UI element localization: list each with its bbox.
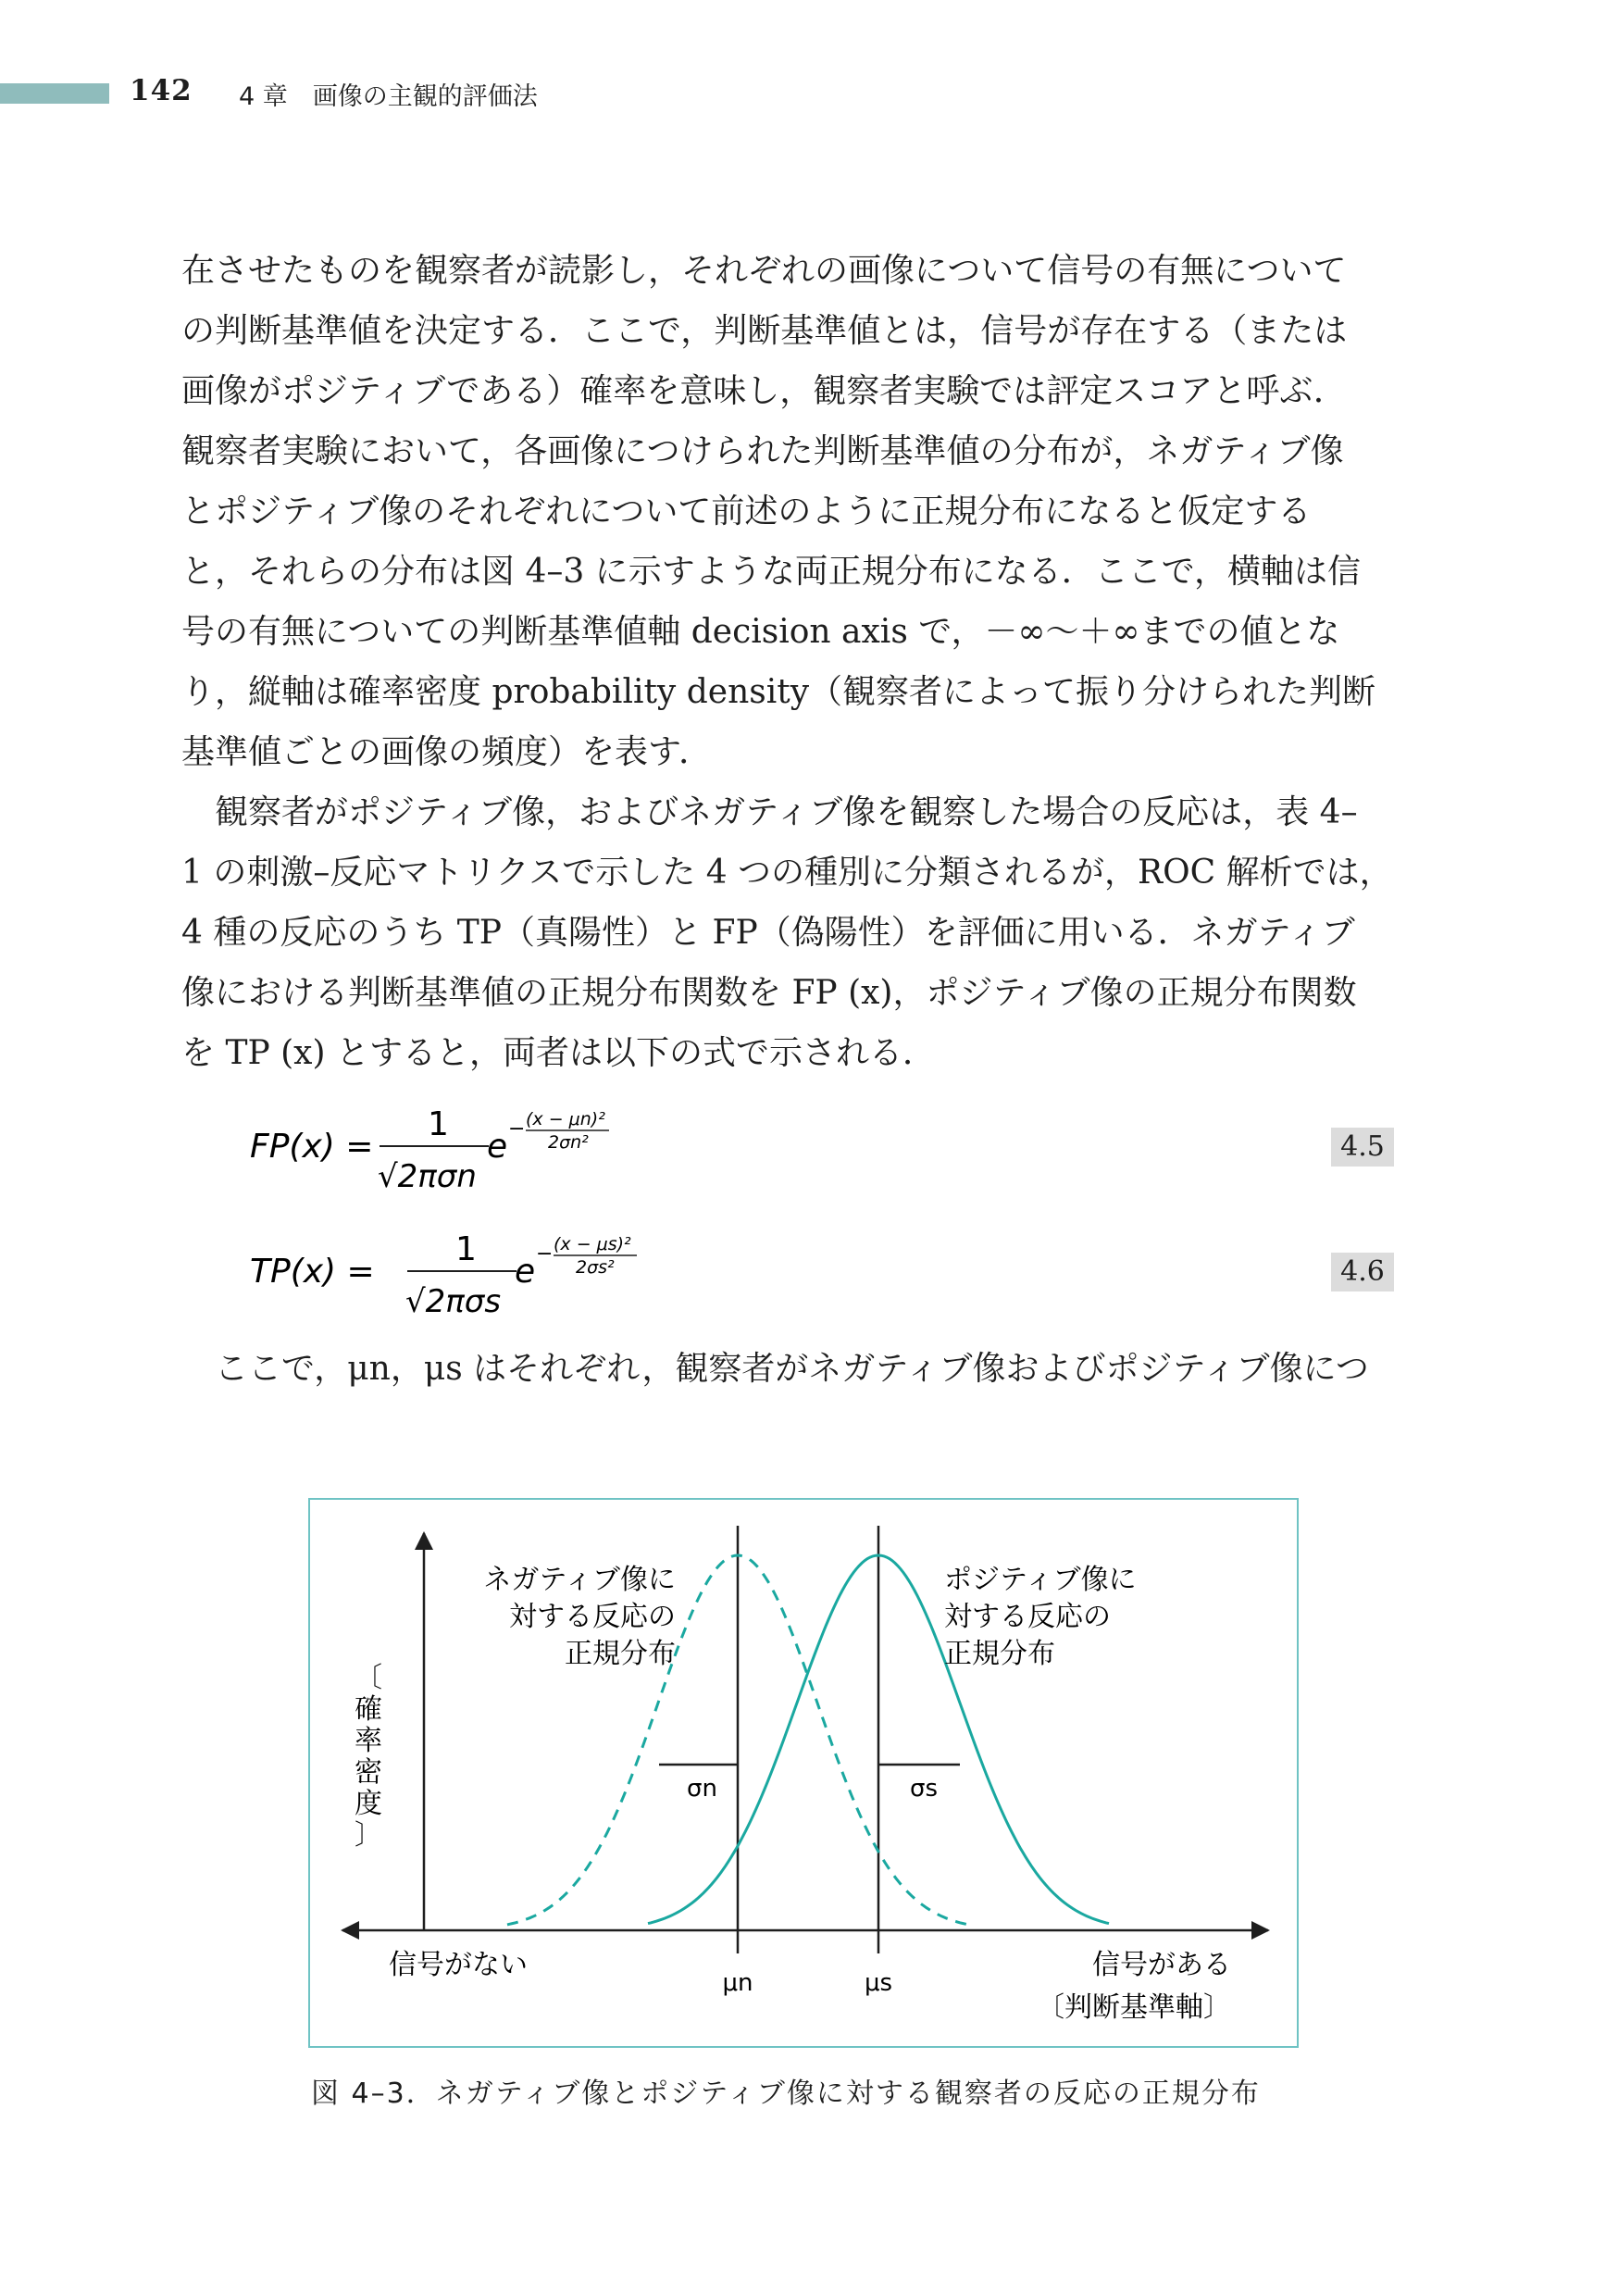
exponent-numerator: (x − μn)² — [526, 1109, 605, 1129]
equation-lhs: TP(x) = — [250, 1253, 375, 1291]
sigma-n-label: σn — [687, 1775, 717, 1803]
x-left-label: 信号がない — [389, 1949, 528, 1981]
equation-numerator: 1 — [455, 1230, 477, 1268]
negative-label-line: 正規分布 — [565, 1638, 676, 1670]
text-line: 像における判断基準値の正規分布関数を FP (x)，ポジティブ像の正規分布関数 — [181, 974, 1357, 1012]
equation-lhs: FP(x) = — [250, 1128, 374, 1166]
x-axis-title: 〔判断基準軸〕 — [1037, 1991, 1231, 2024]
y-axis-label-char: 確 — [355, 1693, 382, 1726]
y-axis-label-char: 密 — [355, 1756, 382, 1789]
exponent-minus: − — [536, 1242, 554, 1266]
text-line: ここで，μn，μs はそれぞれ，観察者がネガティブ像およびポジティブ像につ — [181, 1350, 1369, 1388]
positive-label-line: 対する反応の — [944, 1601, 1111, 1633]
text-line: 画像がポジティブである）確率を意味し，観察者実験では評定スコアと呼ぶ． — [181, 372, 1347, 410]
text-line: とポジティブ像のそれぞれについて前述のように正規分布になると仮定する — [181, 493, 1312, 530]
sigma-s-label: σs — [910, 1775, 939, 1803]
text-line: 基準値ごとの画像の頻度）を表す． — [181, 733, 713, 771]
text-line: 1 の刺激–反応マトリクスで示した 4 つの種別に分類されるが，ROC 解析では， — [181, 854, 1393, 892]
y-axis-label-char: 〕 — [355, 1819, 382, 1852]
equation-number: 4.6 — [1331, 1253, 1394, 1292]
text-line: 観察者実験において，各画像につけられた判断基準値の分布が，ネガティブ像 — [181, 432, 1344, 470]
text-line: り，縦軸は確率密度 probability density（観察者によって振り分けられた判断 — [181, 673, 1376, 711]
mu-n-label: μn — [722, 1969, 753, 1997]
y-axis-label-char: 〔 — [355, 1662, 382, 1694]
exponent-denominator: 2σn² — [548, 1132, 589, 1153]
negative-label-line: ネガティブ像に — [483, 1564, 676, 1596]
text-line: 号の有無についての判断基準値軸 decision axis で，－∞～＋∞までの値とな — [181, 613, 1340, 651]
equation-base: e — [515, 1253, 536, 1291]
y-axis-label-char: 度 — [355, 1788, 382, 1820]
text-line: 4 種の反応のうち TP（真陽性）と FP（偽陽性）を評価に用いる．ネガティブ — [181, 914, 1355, 952]
text-line: 観察者がポジティブ像，およびネガティブ像を観察した場合の反応は，表 4– — [181, 793, 1358, 831]
equation-denominator: √2πσn — [378, 1158, 477, 1195]
text-line: と，それらの分布は図 4–3 に示すような両正規分布になる．ここで，横軸は信 — [181, 553, 1361, 591]
exponent-minus: − — [508, 1117, 526, 1141]
exponent-numerator: (x − μs)² — [554, 1234, 631, 1254]
positive-label-line: ポジティブ像に — [944, 1564, 1137, 1596]
text-line: を TP (x) とすると，両者は以下の式で示される． — [181, 1034, 936, 1072]
negative-label-line: 対する反応の — [509, 1601, 676, 1633]
text-line: の判断基準値を決定する．ここで，判断基準値とは，信号が存在する（または — [181, 312, 1348, 350]
equation-number: 4.5 — [1331, 1128, 1394, 1167]
positive-label-line: 正規分布 — [944, 1638, 1055, 1670]
chapter-title: 4 章 画像の主観的評価法 — [239, 82, 538, 111]
mu-s-label: μs — [864, 1969, 893, 1997]
figure-caption: 図 4–3．ネガティブ像とポジティブ像に対する観察者の反応の正規分布 — [311, 2078, 1261, 2110]
exponent-denominator: 2σs² — [576, 1257, 615, 1278]
equation-base: e — [487, 1128, 508, 1166]
x-right-label: 信号がある — [1092, 1949, 1231, 1981]
equation-denominator: √2πσs — [405, 1283, 502, 1320]
text-line: 在させたものを観察者が読影し，それぞれの画像について信号の有無について — [181, 252, 1347, 290]
equation-numerator: 1 — [428, 1105, 449, 1143]
page-number: 142 — [130, 74, 193, 107]
y-axis-label-char: 率 — [355, 1725, 382, 1757]
